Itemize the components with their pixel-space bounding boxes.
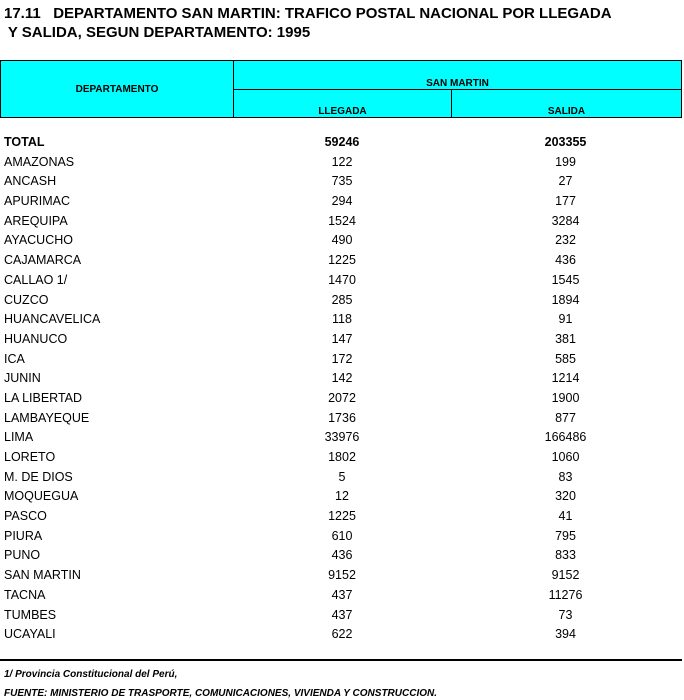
row-salida: 27	[558, 174, 573, 189]
row-salida: 166486	[544, 430, 587, 445]
row-departamento: LIMA	[4, 430, 34, 445]
row-departamento: MOQUEGUA	[4, 489, 79, 504]
row-departamento: LORETO	[4, 450, 56, 464]
table-row	[0, 468, 684, 488]
row-salida: 436	[555, 253, 576, 268]
row-llegada: 118	[332, 312, 352, 327]
row-salida: 11276	[548, 587, 583, 602]
table-row	[0, 330, 684, 350]
table-row	[0, 507, 684, 527]
row-llegada: 1736	[328, 410, 356, 425]
row-salida: 3284	[551, 213, 580, 228]
row-llegada: 735	[331, 174, 353, 189]
row-salida: 1545	[551, 272, 580, 287]
row-salida: 1060	[551, 450, 580, 464]
row-departamento: PASCO	[4, 509, 47, 524]
row-llegada: 610	[331, 528, 353, 543]
row-llegada: 437	[331, 587, 353, 602]
row-llegada: 147	[331, 331, 353, 346]
row-salida: 41	[558, 509, 573, 524]
table-row	[0, 428, 684, 448]
row-salida: 1900	[551, 390, 580, 405]
table-row	[0, 606, 684, 626]
row-departamento: ICA	[4, 351, 25, 366]
row-llegada: 1524	[328, 213, 356, 228]
row-llegada: 437	[331, 607, 353, 622]
table-row	[0, 271, 684, 291]
row-llegada: 33976	[324, 430, 360, 445]
row-salida: 833	[555, 548, 576, 563]
row-departamento: PIURA	[4, 528, 43, 543]
row-llegada: 142	[331, 371, 353, 386]
row-llegada: 1225	[328, 509, 356, 524]
row-departamento: SAN MARTIN	[4, 568, 81, 583]
row-llegada: 436	[331, 548, 353, 563]
row-llegada: 2072	[328, 390, 356, 405]
row-llegada: 622	[331, 627, 353, 642]
table-row	[0, 350, 684, 370]
table-row	[0, 566, 684, 586]
row-salida: 877	[555, 410, 576, 425]
table-row	[0, 153, 684, 173]
header-llegada: LLEGADA	[234, 90, 452, 117]
page-title	[4, 4, 680, 42]
row-llegada: 9152	[328, 568, 356, 583]
table-row	[0, 212, 684, 232]
row-salida: 394	[555, 627, 576, 642]
row-llegada: 5	[338, 469, 346, 484]
row-salida: 83	[558, 469, 573, 484]
table-row	[0, 231, 684, 251]
row-departamento: LA LIBERTAD	[4, 390, 83, 405]
row-departamento: PUNO	[4, 548, 41, 563]
row-departamento: CALLAO 1/	[4, 272, 68, 287]
footnote: 1/ Provincia Constitucional del Perú,	[4, 669, 178, 680]
table-row	[0, 487, 684, 507]
row-departamento: HUANCAVELICA	[4, 312, 101, 327]
table-body	[0, 133, 684, 645]
row-departamento: LAMBAYEQUE	[4, 410, 90, 425]
table-row	[0, 251, 684, 271]
row-salida: 177	[555, 194, 576, 209]
row-llegada: 172	[331, 351, 353, 366]
row-llegada: 59246	[324, 135, 360, 149]
row-llegada: 12	[335, 489, 349, 504]
row-departamento: UCAYALI	[4, 627, 56, 642]
row-llegada: 1225	[328, 253, 356, 268]
row-llegada: 1802	[328, 450, 356, 464]
row-departamento: M. DE DIOS	[4, 469, 73, 484]
row-salida: 73	[558, 607, 573, 622]
row-salida: 381	[555, 331, 576, 346]
source-note: FUENTE: MINISTERIO DE TRASPORTE, COMUNICACIONES, VIVIENDA Y CONSTRUCCION.	[4, 688, 437, 699]
row-departamento: APURIMAC	[4, 194, 70, 209]
title-line-2: Y SALIDA, SEGUN DEPARTAMENTO: 1995	[4, 24, 311, 41]
table-row	[0, 192, 684, 212]
row-departamento: TACNA	[4, 587, 46, 602]
row-salida: 585	[555, 351, 576, 366]
header-salida: SALIDA	[547, 106, 586, 117]
table-row	[0, 527, 684, 547]
row-llegada: 294	[331, 194, 353, 209]
table-row	[0, 310, 684, 330]
row-salida: 795	[555, 528, 576, 543]
total-row	[0, 133, 684, 153]
table-row	[0, 172, 684, 192]
table-header	[0, 60, 682, 118]
row-departamento: ANCASH	[4, 174, 57, 189]
table-row	[0, 586, 684, 606]
row-salida: 91	[558, 312, 573, 327]
table-row	[0, 448, 684, 468]
header-san-martin: SAN MARTIN	[234, 61, 681, 90]
row-departamento: CUZCO	[4, 292, 49, 307]
row-llegada: 285	[331, 292, 353, 307]
row-departamento: AMAZONAS	[4, 154, 75, 169]
row-departamento: TOTAL	[4, 135, 45, 149]
row-departamento: HUANUCO	[4, 331, 68, 346]
row-departamento: AYACUCHO	[4, 233, 73, 248]
table-row	[0, 369, 684, 389]
row-salida: 1214	[551, 371, 580, 386]
row-salida: 199	[555, 154, 576, 169]
row-departamento: AREQUIPA	[4, 213, 68, 228]
footer-divider	[0, 659, 682, 661]
row-salida: 320	[555, 489, 576, 504]
table-row	[0, 625, 684, 645]
header-departamento: DEPARTAMENTO	[1, 61, 234, 117]
table-row	[0, 389, 684, 409]
row-departamento: CAJAMARCA	[4, 253, 82, 268]
title-line-1: 17.11 DEPARTAMENTO SAN MARTIN: TRAFICO POSTAL NACIONAL POR LLEGADA	[4, 5, 612, 22]
row-salida: 232	[555, 233, 576, 248]
row-salida: 9152	[551, 568, 580, 583]
row-salida: 203355	[544, 135, 587, 149]
row-salida: 1894	[551, 292, 580, 307]
table-row	[0, 546, 684, 566]
row-llegada: 1470	[328, 272, 356, 287]
table-row	[0, 291, 684, 311]
row-llegada: 490	[331, 233, 353, 248]
row-departamento: JUNIN	[4, 371, 41, 386]
row-llegada: 122	[331, 154, 353, 169]
row-departamento: TUMBES	[4, 607, 57, 622]
table-row	[0, 409, 684, 429]
